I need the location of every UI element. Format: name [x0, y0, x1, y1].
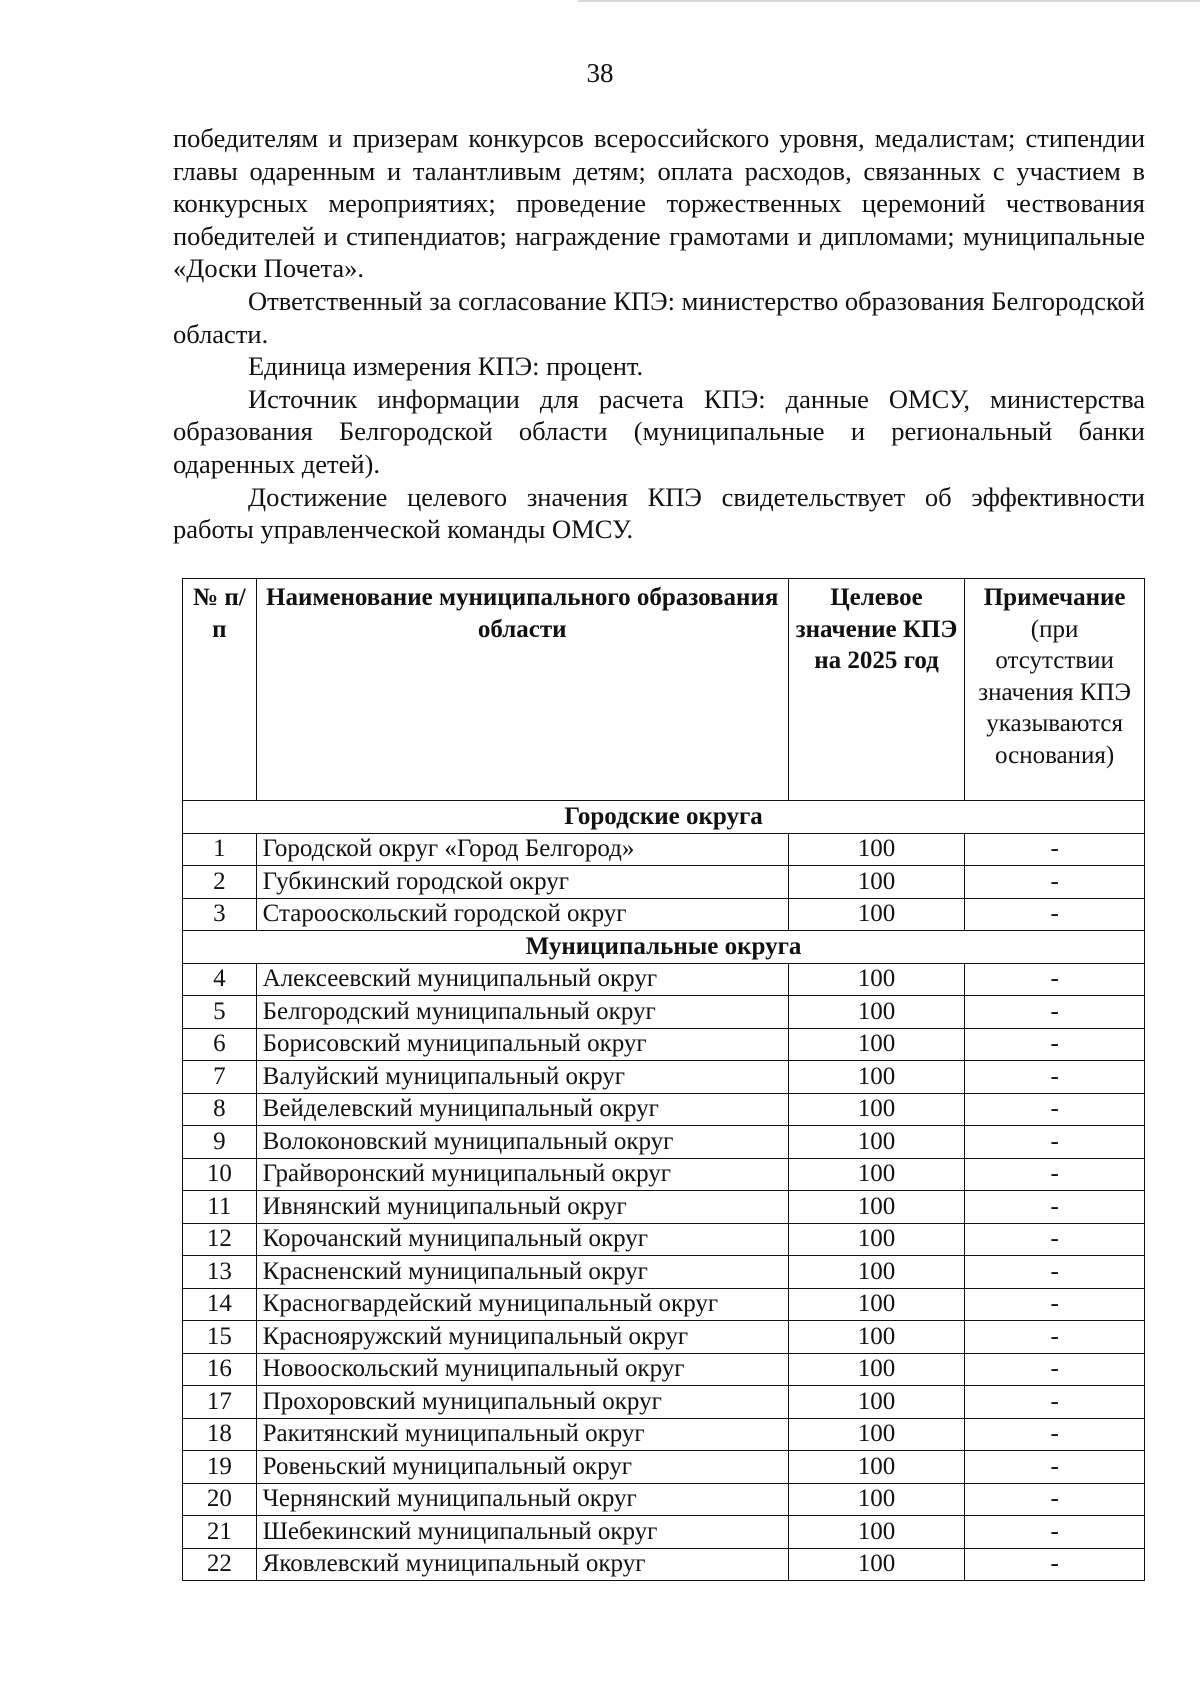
section-title: Городские округа: [183, 801, 1145, 834]
table-row: [183, 1321, 1145, 1354]
cell-note: -: [965, 1483, 1145, 1516]
page-number: 38: [586, 58, 614, 88]
table-row: [183, 866, 1145, 899]
cell-name: Яковлевский муниципальный округ: [256, 1548, 788, 1581]
cell-name: Новооскольский муниципальный округ: [256, 1353, 788, 1386]
cell-note: -: [965, 1061, 1145, 1094]
cell-name: Ракитянский муниципальный округ: [256, 1418, 788, 1451]
cell-value: 100: [788, 1223, 964, 1256]
cell-name: Белгородский муниципальный округ: [256, 996, 788, 1029]
header-name: Наименование муниципального образования области: [256, 579, 788, 801]
cell-note: -: [965, 1126, 1145, 1159]
table-row: [183, 833, 1145, 866]
table-row: [183, 1353, 1145, 1386]
table-header-row: [183, 579, 1145, 801]
cell-value: 100: [788, 1418, 964, 1451]
header-note-sub: (при отсутствии значения КПЭ указываются основания): [978, 615, 1131, 769]
cell-num: 2: [183, 866, 257, 899]
cell-note: -: [965, 1451, 1145, 1484]
cell-num: 19: [183, 1451, 257, 1484]
cell-note: -: [965, 1256, 1145, 1289]
table-row: [183, 1483, 1145, 1516]
header-note-title: Примечание: [983, 584, 1126, 611]
cell-name: Борисовский муниципальный округ: [256, 1028, 788, 1061]
cell-num: 13: [183, 1256, 257, 1289]
cell-value: 100: [788, 1256, 964, 1289]
cell-value: 100: [788, 833, 964, 866]
cell-name: Красногвардейский муниципальный округ: [256, 1288, 788, 1321]
cell-value: 100: [788, 1548, 964, 1581]
cell-value: 100: [788, 1061, 964, 1094]
cell-num: 21: [183, 1516, 257, 1549]
cell-note: -: [965, 1223, 1145, 1256]
cell-value: 100: [788, 963, 964, 996]
cell-value: 100: [788, 1451, 964, 1484]
cell-num: 11: [183, 1191, 257, 1224]
cell-value: 100: [788, 1386, 964, 1419]
cell-num: 18: [183, 1418, 257, 1451]
cell-value: 100: [788, 1158, 964, 1191]
cell-name: Чернянский муниципальный округ: [256, 1483, 788, 1516]
header-note: [965, 579, 1145, 801]
cell-note: -: [965, 1158, 1145, 1191]
cell-num: 9: [183, 1126, 257, 1159]
cell-name: Корочанский муниципальный округ: [256, 1223, 788, 1256]
table-row: [183, 1451, 1145, 1484]
cell-num: 20: [183, 1483, 257, 1516]
cell-num: 12: [183, 1223, 257, 1256]
cell-note: -: [965, 833, 1145, 866]
header-num: № п/п: [183, 579, 257, 801]
body-text: [173, 122, 1145, 546]
cell-note: -: [965, 1028, 1145, 1061]
cell-name: Волоконовский муниципальный округ: [256, 1126, 788, 1159]
cell-name: Прохоровский муниципальный округ: [256, 1386, 788, 1419]
table-row: [183, 963, 1145, 996]
header-value: Целевое значение КПЭ на 2025 год: [788, 579, 964, 801]
table-body: [183, 801, 1145, 1581]
cell-note: -: [965, 1093, 1145, 1126]
cell-note: -: [965, 1516, 1145, 1549]
table-row: [183, 996, 1145, 1029]
paragraph-achievement: Достижение целевого значения КПЭ свидетельствует об эффективности работы управленческой команды ОМСУ.: [173, 481, 1145, 545]
cell-name: Грайворонский муниципальный округ: [256, 1158, 788, 1191]
cell-num: 7: [183, 1061, 257, 1094]
section-row: [183, 801, 1145, 834]
cell-num: 1: [183, 833, 257, 866]
table-row: [183, 1516, 1145, 1549]
cell-num: 22: [183, 1548, 257, 1581]
cell-name: Губкинский городской округ: [256, 866, 788, 899]
cell-num: 6: [183, 1028, 257, 1061]
cell-note: -: [965, 866, 1145, 899]
cell-note: -: [965, 1353, 1145, 1386]
cell-name: Городской округ «Город Белгород»: [256, 833, 788, 866]
cell-num: 14: [183, 1288, 257, 1321]
cell-name: Красненский муниципальный округ: [256, 1256, 788, 1289]
cell-value: 100: [788, 1516, 964, 1549]
table-row: [183, 1548, 1145, 1581]
cell-value: 100: [788, 1353, 964, 1386]
cell-note: -: [965, 1548, 1145, 1581]
paragraph-source: Источник информации для расчета КПЭ: данные ОМСУ, министерства образования Белгородской области (муниципальные и региональный банки одаренных детей).: [173, 383, 1145, 479]
table-row: [183, 1223, 1145, 1256]
cell-name: Вейделевский муниципальный округ: [256, 1093, 788, 1126]
cell-num: 5: [183, 996, 257, 1029]
cell-note: -: [965, 963, 1145, 996]
cell-value: 100: [788, 1483, 964, 1516]
cell-value: 100: [788, 996, 964, 1029]
cell-value: 100: [788, 1321, 964, 1354]
cell-value: 100: [788, 1093, 964, 1126]
paragraph-unit: Единица измерения КПЭ: процент.: [248, 351, 644, 382]
table-row: [183, 1418, 1145, 1451]
cell-name: Шебекинский муниципальный округ: [256, 1516, 788, 1549]
cell-value: 100: [788, 1126, 964, 1159]
cell-note: -: [965, 1288, 1145, 1321]
kpe-table: [182, 578, 1145, 1581]
cell-note: -: [965, 1418, 1145, 1451]
cell-num: 10: [183, 1158, 257, 1191]
cell-value: 100: [788, 1191, 964, 1224]
cell-num: 17: [183, 1386, 257, 1419]
table-row: [183, 1158, 1145, 1191]
cell-value: 100: [788, 1028, 964, 1061]
cell-num: 8: [183, 1093, 257, 1126]
paragraph-responsible: Ответственный за согласование КПЭ: министерство образования Белгородской области.: [173, 285, 1145, 349]
cell-num: 4: [183, 963, 257, 996]
table-row: [183, 1256, 1145, 1289]
cell-num: 3: [183, 898, 257, 931]
cell-name: Старооскольский городской округ: [256, 898, 788, 931]
table-row: [183, 1386, 1145, 1419]
cell-note: -: [965, 996, 1145, 1029]
cell-num: 16: [183, 1353, 257, 1386]
scan-edge: [578, 0, 1200, 2]
table-row: [183, 898, 1145, 931]
table-row: [183, 1061, 1145, 1094]
cell-value: 100: [788, 898, 964, 931]
cell-note: -: [965, 898, 1145, 931]
table-row: [183, 1028, 1145, 1061]
table-row: [183, 1093, 1145, 1126]
table-row: [183, 1191, 1145, 1224]
cell-value: 100: [788, 866, 964, 899]
cell-note: -: [965, 1191, 1145, 1224]
cell-note: -: [965, 1321, 1145, 1354]
table-row: [183, 1288, 1145, 1321]
cell-name: Краснояружский муниципальный округ: [256, 1321, 788, 1354]
cell-name: Ровеньский муниципальный округ: [256, 1451, 788, 1484]
cell-name: Алексеевский муниципальный округ: [256, 963, 788, 996]
cell-num: 15: [183, 1321, 257, 1354]
section-title: Муниципальные округа: [183, 931, 1145, 964]
section-row: [183, 931, 1145, 964]
cell-name: Валуйский муниципальный округ: [256, 1061, 788, 1094]
cell-name: Ивнянский муниципальный округ: [256, 1191, 788, 1224]
cell-note: -: [965, 1386, 1145, 1419]
cell-value: 100: [788, 1288, 964, 1321]
table-row: [183, 1126, 1145, 1159]
paragraph-continuation: победителям и призерам конкурсов всероссийского уровня, медалистам; стипендии главы одаренным и талантливым детям; оплата расходов, связанных с участием в конкурсных мероприятиях; проведение торжественных церемоний чествования победителей и стипендиатов; награждение грамотами и дипломами; муниципальные «Доски Почета».: [173, 123, 1145, 284]
